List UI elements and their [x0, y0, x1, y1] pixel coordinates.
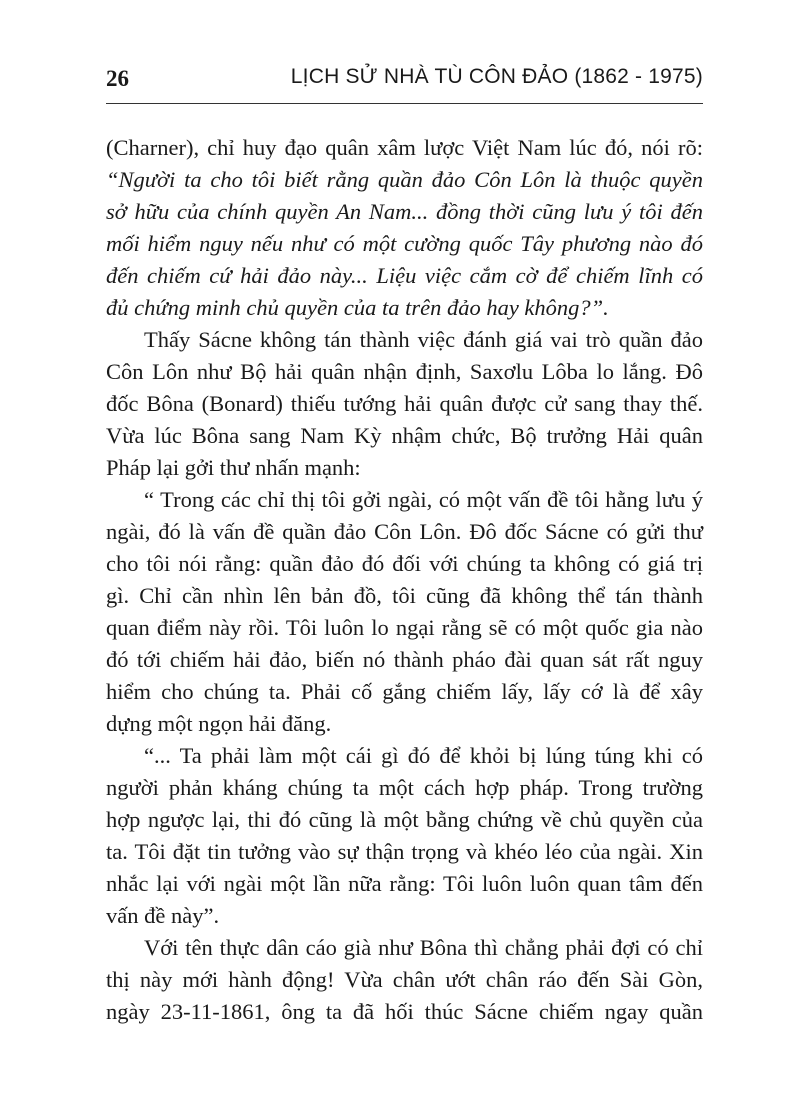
text-line: Với tên thực dân cáo già như Bôna thì chẳng phải đợi có chỉ [144, 935, 703, 960]
page-body [106, 132, 703, 1028]
text-line: ngài, đó là vấn đề quần đảo Côn Lôn. Đô đốc Sácne có gửi thư [106, 519, 703, 544]
paragraph-bona [106, 932, 703, 1028]
header-rule [106, 103, 703, 104]
text-line: đó tới chiếm hải đảo, biến nó thành pháo đài quan sát rất nguy [106, 647, 703, 672]
running-title: LỊCH SỬ NHÀ TÙ CÔN ĐẢO (1862 - 1975) [290, 65, 703, 88]
text-line: ngày 23-11-1861, ông ta đã hối thúc Sácne chiếm ngay quần [106, 999, 703, 1024]
text-line: ta. Tôi đặt tin tưởng vào sự thận trọng và khéo léo của ngài. Xin [106, 839, 703, 864]
text-line: hiểm cho chúng ta. Phải cố gắng chiếm lấy, lấy cớ là để xây [106, 679, 703, 704]
page-number: 26 [106, 66, 129, 91]
paragraph-letter-continued [106, 740, 703, 932]
text-line: “Người ta cho tôi biết rằng quần đảo Côn Lôn là thuộc quyền [106, 167, 703, 192]
text-line: “... Ta phải làm một cái gì đó để khỏi bị lúng túng khi có [144, 743, 703, 768]
running-header [106, 62, 703, 102]
text-line: vấn đề này”. [106, 903, 220, 928]
text-line: quan điểm này rồi. Tôi luôn lo ngại rằng sẽ có một quốc gia nào [106, 615, 703, 640]
text-line: Pháp lại gởi thư nhấn mạnh: [106, 455, 361, 480]
text-line: gì. Chỉ cần nhìn lên bản đồ, tôi cũng đã không thể tán thành [106, 583, 703, 608]
text-line: hợp ngược lại, thi đó cũng là một bằng chứng về chủ quyền của [106, 807, 703, 832]
text-line: đốc Bôna (Bonard) thiếu tướng hải quân được cử sang thay thế. [106, 391, 703, 416]
text-line: nhắc lại với ngài một lần nữa rằng: Tôi luôn luôn quan tâm đến [106, 871, 703, 896]
text-line: cho tôi nói rằng: quần đảo đó đối với chúng ta không có giá trị [106, 551, 703, 576]
text-line: thị này mới hành động! Vừa chân ướt chân ráo đến Sài Gòn, [106, 967, 703, 992]
text-line: Côn Lôn như Bộ hải quân nhận định, Saxơlu Lôba lo lắng. Đô [106, 359, 703, 384]
paragraph-minister-letter [106, 484, 703, 740]
text-line: “ Trong các chỉ thị tôi gởi ngài, có một vấn đề tôi hằng lưu ý [144, 487, 703, 512]
text-line: (Charner), chỉ huy đạo quân xâm lược Việt Nam lúc đó, nói rõ: [106, 135, 703, 160]
text-line: đến chiếm cứ hải đảo này... Liệu việc cắm cờ để chiếm lĩnh có [106, 263, 703, 288]
text-line: sở hữu của chính quyền An Nam... đồng thời cũng lưu ý tôi đến [106, 199, 703, 224]
text-line: dựng một ngọn hải đăng. [106, 711, 332, 736]
text-line: mối hiểm nguy nếu như có một cường quốc Tây phương nào đó [106, 231, 703, 256]
text-line: người phản kháng chúng ta một cách hợp pháp. Trong trường [106, 775, 703, 800]
text-line: Vừa lúc Bôna sang Nam Kỳ nhậm chức, Bộ trưởng Hải quân [106, 423, 703, 448]
text-line: đủ chứng minh chủ quyền của ta trên đảo hay không?”. [106, 295, 609, 320]
text-line: Thấy Sácne không tán thành việc đánh giá vai trò quần đảo [144, 327, 703, 352]
paragraph-sacne [106, 324, 703, 484]
paragraph-charner-quote [106, 132, 703, 324]
